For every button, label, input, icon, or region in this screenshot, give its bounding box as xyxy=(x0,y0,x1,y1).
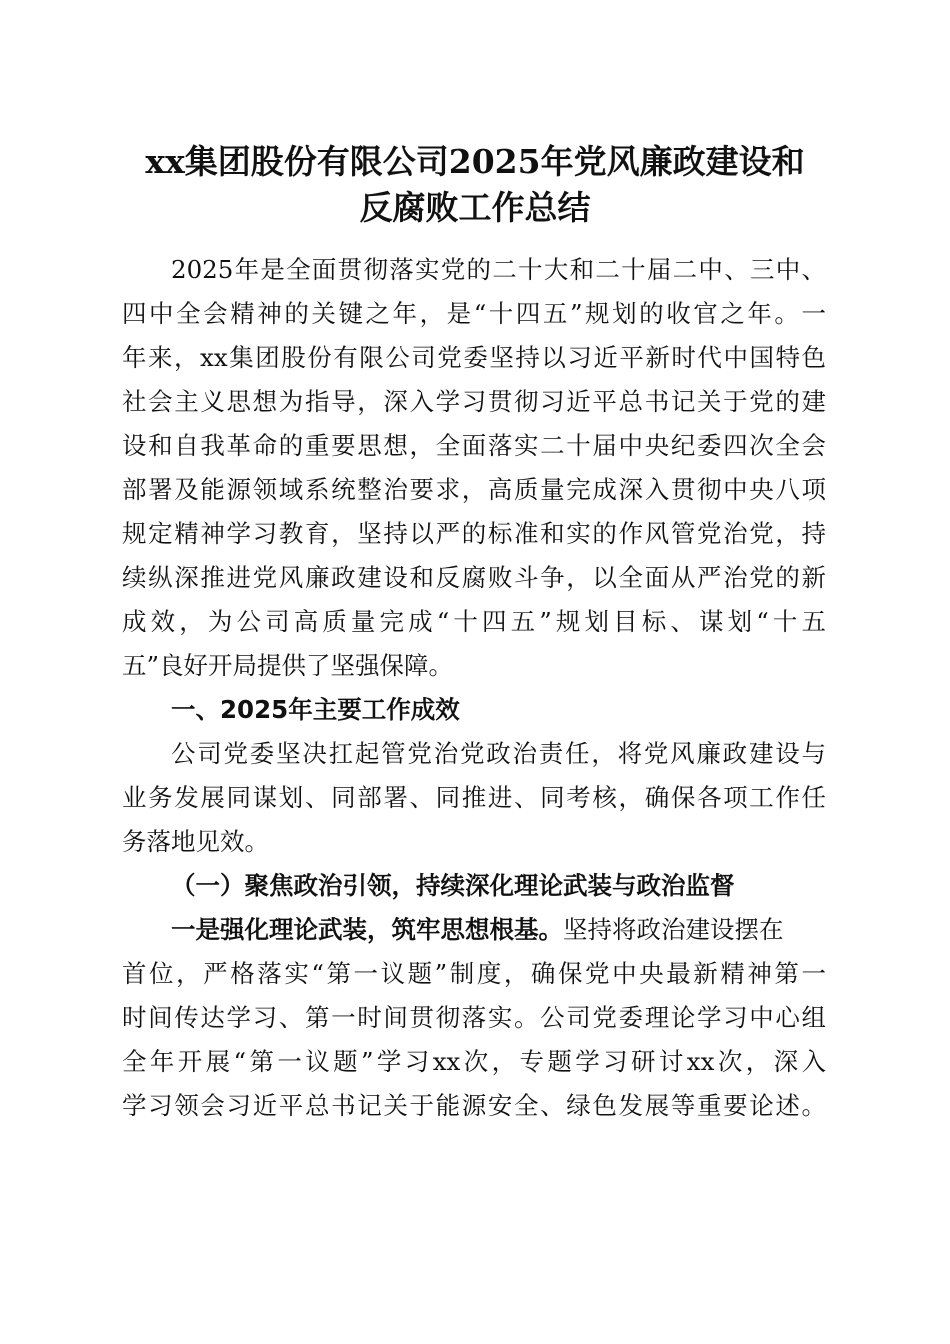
point1-first-rest: 坚持将政治建设摆在 xyxy=(563,915,784,944)
intro-line: 社会主义思想为指导，深入学习贯彻习近平总书记关于党的建 xyxy=(122,387,826,416)
document-title-line-1: xx集团股份有限公司2025年党风廉政建设和 xyxy=(145,142,805,181)
point1-line: 首位，严格落实“第一议题”制度，确保党中央最新精神第一 xyxy=(122,959,826,988)
intro-line: 五”良好开局提供了坚强保障。 xyxy=(122,651,454,680)
intro-line: 2025年是全面贯彻落实党的二十大和二十届二中、三中、 xyxy=(171,255,826,284)
section1-line: 业务发展同谋划、同部署、同推进、同考核，确保各项工作任 xyxy=(122,783,826,812)
intro-line: 续纵深推进党风廉政建设和反腐败斗争，以全面从严治党的新 xyxy=(122,563,826,592)
intro-line: 年来，xx集团股份有限公司党委坚持以习近平新时代中国特色 xyxy=(122,343,826,372)
intro-line: 设和自我革命的重要思想，全面落实二十届中央纪委四次全会 xyxy=(122,431,826,460)
point1-lead: 一是强化理论武装，筑牢思想根基。 xyxy=(171,915,563,944)
subsection-heading: （一）聚焦政治引领，持续深化理论武装与政治监督 xyxy=(171,871,735,900)
point1-first-line xyxy=(171,913,826,947)
section1-line: 务落地见效。 xyxy=(122,827,269,856)
intro-line: 规定精神学习教育，坚持以严的标准和实的作风管党治党，持 xyxy=(122,519,826,548)
intro-line: 四中全会精神的关键之年，是“十四五”规划的收官之年。一 xyxy=(122,299,826,328)
point1-line: 学习领会习近平总书记关于能源安全、绿色发展等重要论述。 xyxy=(122,1091,826,1120)
section1-line: 公司党委坚决扛起管党治党政治责任，将党风廉政建设与 xyxy=(171,739,826,768)
point1-line: 全年开展“第一议题”学习xx次，专题学习研讨xx次，深入 xyxy=(122,1047,826,1076)
document-title-line-2: 反腐败工作总结 xyxy=(359,188,591,227)
intro-line: 成效，为公司高质量完成“十四五”规划目标、谋划“十五 xyxy=(122,607,826,636)
section-heading: 一、2025年主要工作成效 xyxy=(171,695,460,724)
intro-line: 部署及能源领域系统整治要求，高质量完成深入贯彻中央八项 xyxy=(122,475,826,504)
point1-line: 时间传达学习、第一时间贯彻落实。公司党委理论学习中心组 xyxy=(122,1003,826,1032)
